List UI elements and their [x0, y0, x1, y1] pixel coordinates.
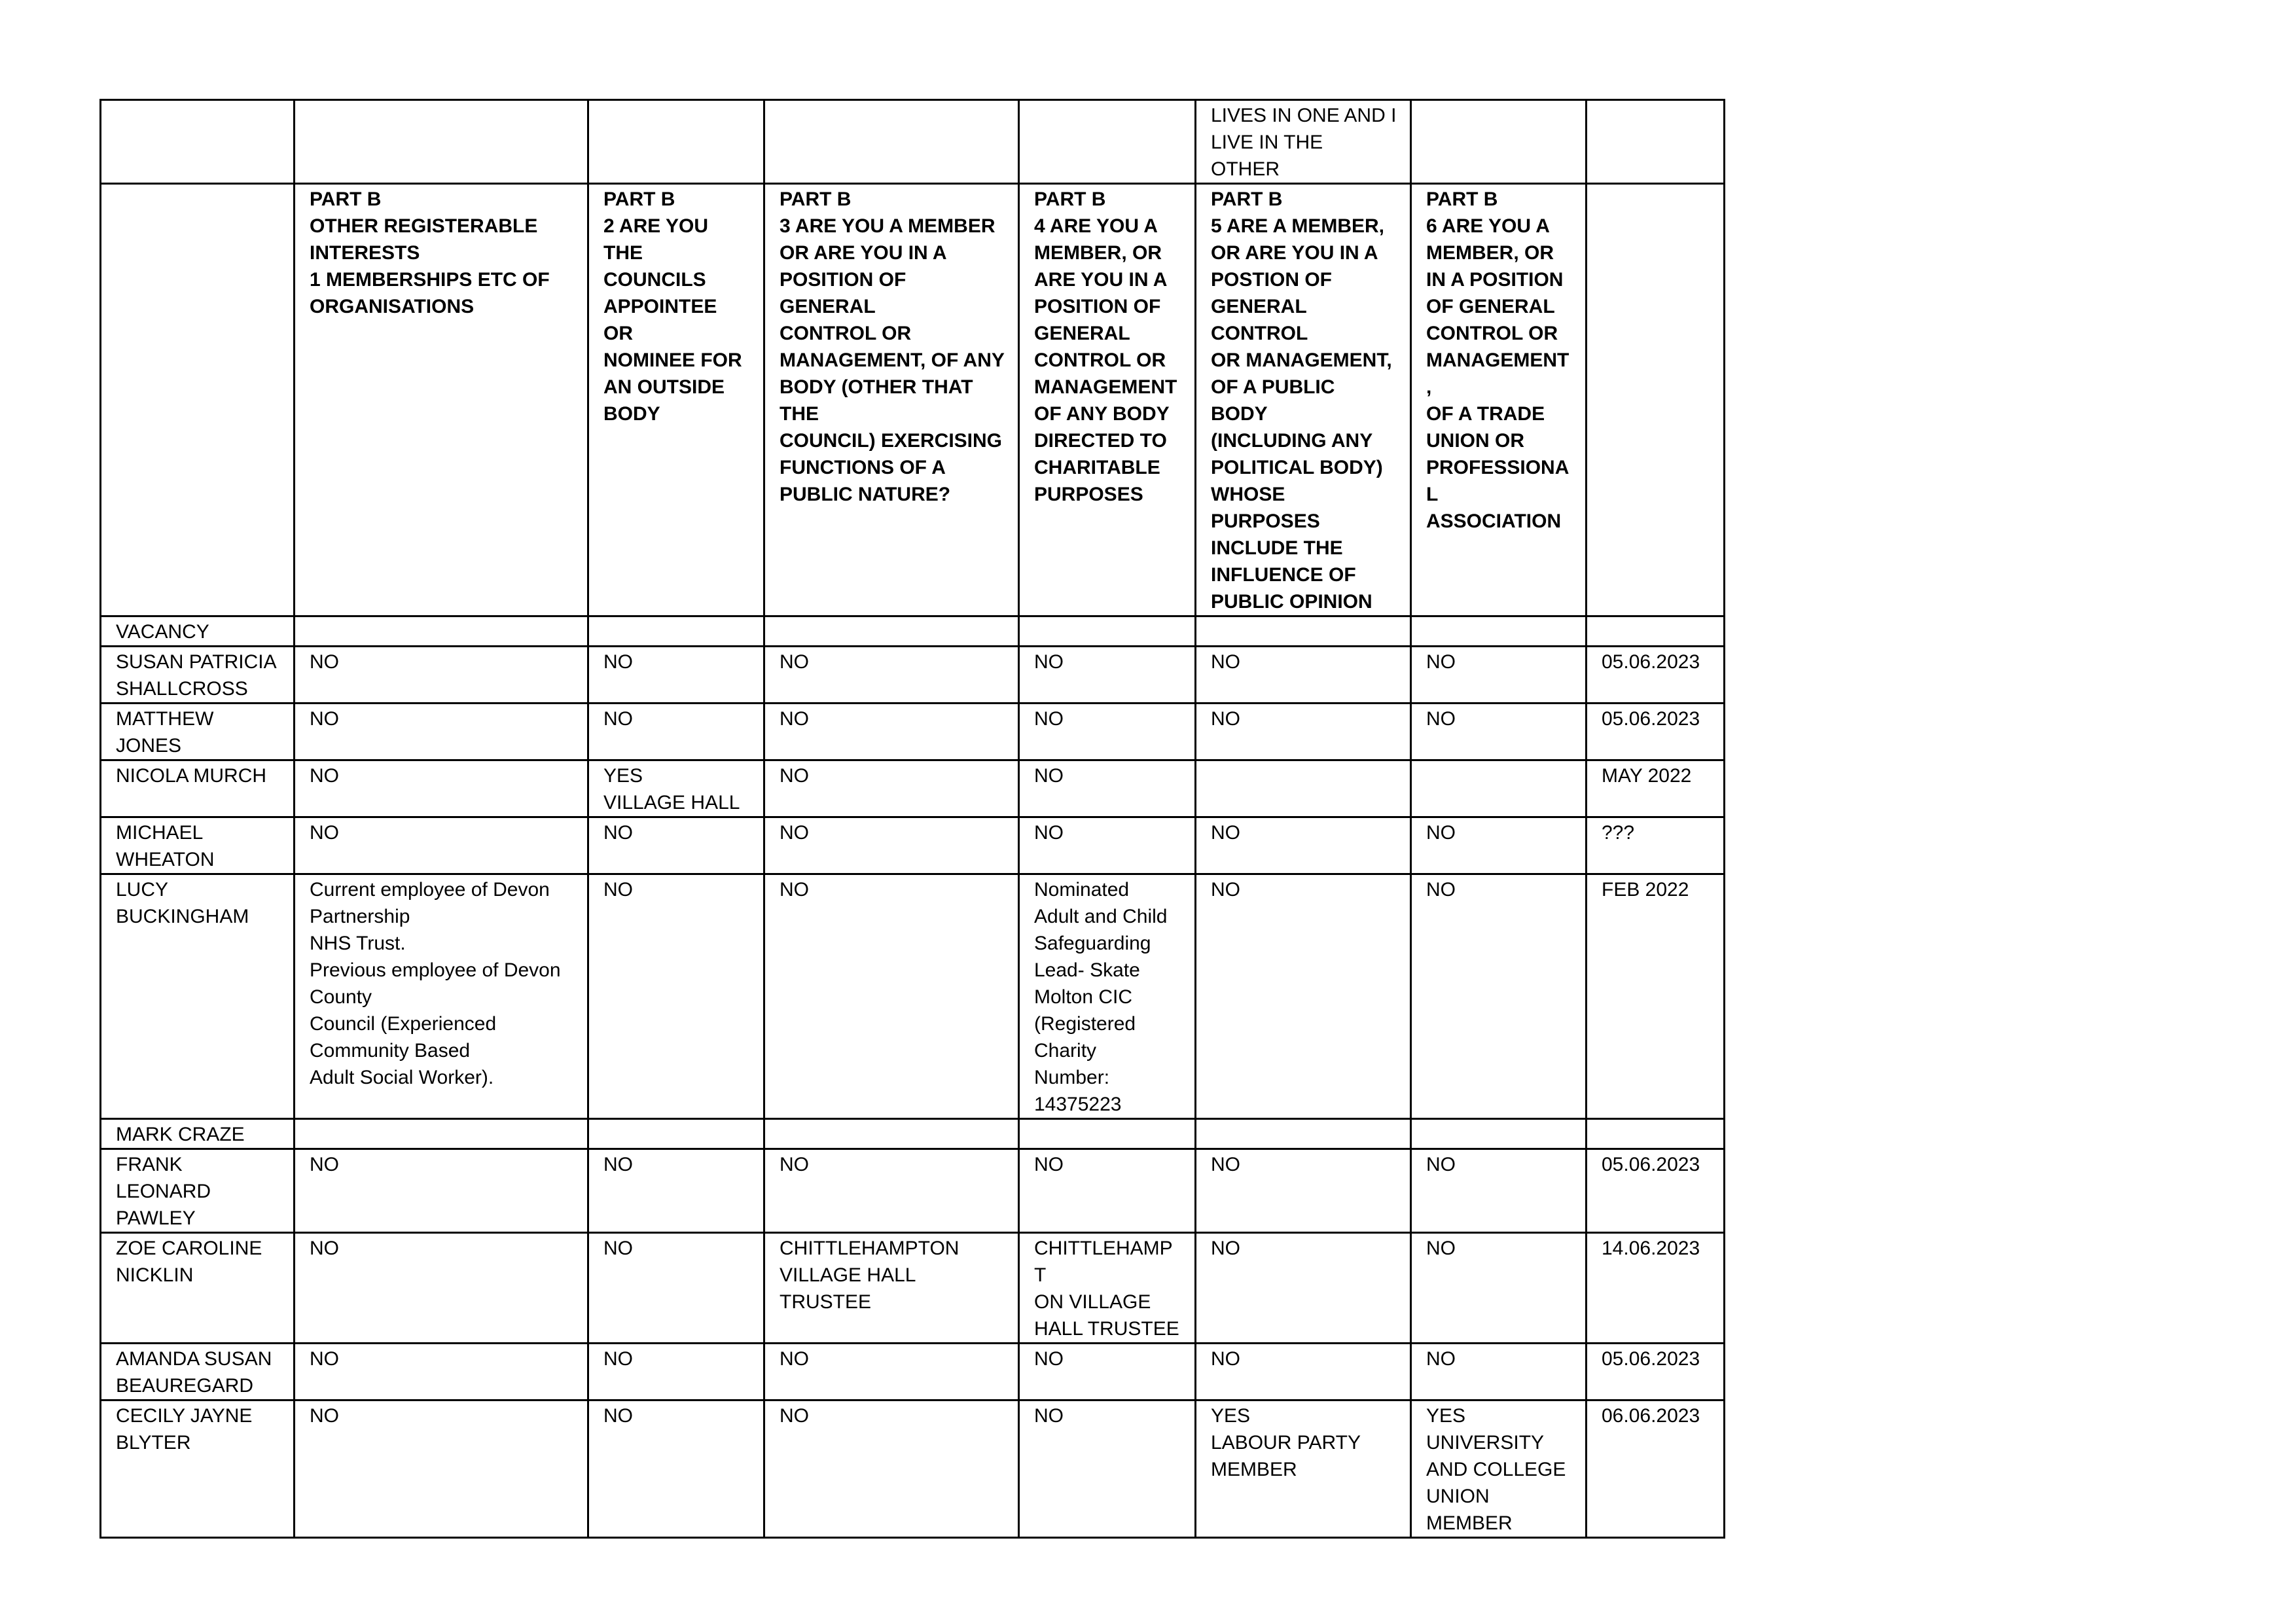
- table-cell: NO: [588, 1400, 764, 1538]
- table-cell: NO: [588, 874, 764, 1119]
- date-cell: 05.06.2023: [1587, 1149, 1725, 1233]
- date-cell: [1587, 1119, 1725, 1149]
- table-cell: [1019, 100, 1196, 184]
- header-cell-date: [1587, 184, 1725, 616]
- date-cell: 14.06.2023: [1587, 1233, 1725, 1344]
- table-cell: NO: [764, 760, 1019, 817]
- table-row: [101, 704, 1725, 760]
- table-cell: NO: [1019, 817, 1196, 874]
- table-cell: [764, 616, 1019, 647]
- header-cell-part-b-1: PART B OTHER REGISTERABLE INTERESTS 1 MEMBERSHIPS ETC OF ORGANISATIONS: [295, 184, 588, 616]
- table-cell: NO: [764, 817, 1019, 874]
- table-cell: NO: [295, 760, 588, 817]
- header-cell-part-b-4: PART B 4 ARE YOU A MEMBER, OR ARE YOU IN A POSITION OF GENERAL CONTROL OR MANAGEMENT OF ANY BODY DIRECTED TO CHARITABLE PURPOSES: [1019, 184, 1196, 616]
- date-cell: 05.06.2023: [1587, 647, 1725, 704]
- table-cell: NO: [588, 1233, 764, 1344]
- table-cell: NO: [295, 704, 588, 760]
- table-cell: Nominated Adult and Child Safeguarding Lead- Skate Molton CIC (Registered Charity Number: 14375223: [1019, 874, 1196, 1119]
- table-cell: NO: [588, 1344, 764, 1400]
- member-name-cell: AMANDA SUSAN BEAUREGARD: [101, 1344, 295, 1400]
- table-cell: CHITTLEHAMPT ON VILLAGE HALL TRUSTEE: [1019, 1233, 1196, 1344]
- table-row: [101, 1400, 1725, 1538]
- table-cell: NO: [1411, 647, 1587, 704]
- table-row: [101, 874, 1725, 1119]
- continuation-note-cell: LIVES IN ONE AND I LIVE IN THE OTHER: [1196, 100, 1411, 184]
- member-name-cell: NICOLA MURCH: [101, 760, 295, 817]
- table-row: [101, 616, 1725, 647]
- member-name-cell: MATTHEW JONES: [101, 704, 295, 760]
- table-cell: [1411, 760, 1587, 817]
- table-row: [101, 1344, 1725, 1400]
- member-name-cell: CECILY JAYNE BLYTER: [101, 1400, 295, 1538]
- table-cell: [101, 100, 295, 184]
- table-cell: [295, 616, 588, 647]
- table-cell: Current employee of Devon Partnership NHS Trust. Previous employee of Devon County Council (Experienced Community Based Adult Social Worker).: [295, 874, 588, 1119]
- table-cell: NO: [295, 1233, 588, 1344]
- table-cell: NO: [1196, 874, 1411, 1119]
- table-cell: NO: [1196, 647, 1411, 704]
- table-cell: [764, 1119, 1019, 1149]
- table-cell: CHITTLEHAMPTON VILLAGE HALL TRUSTEE: [764, 1233, 1019, 1344]
- table-cell: [588, 1119, 764, 1149]
- member-name-cell: MICHAEL WHEATON: [101, 817, 295, 874]
- table-cell: [1411, 616, 1587, 647]
- header-cell-part-b-6: PART B 6 ARE YOU A MEMBER, OR IN A POSITION OF GENERAL CONTROL OR MANAGEMENT, OF A TRADE UNION OR PROFESSIONAL ASSOCIATION: [1411, 184, 1587, 616]
- date-cell: 06.06.2023: [1587, 1400, 1725, 1538]
- date-cell: MAY 2022: [1587, 760, 1725, 817]
- table-cell: NO: [1196, 1344, 1411, 1400]
- table-row: [101, 1119, 1725, 1149]
- table-cell: NO: [1196, 704, 1411, 760]
- table-cell: [764, 100, 1019, 184]
- table-cell: [1196, 760, 1411, 817]
- table-row: [101, 647, 1725, 704]
- table-cell: NO: [1411, 1233, 1587, 1344]
- table-cell: NO: [1196, 1149, 1411, 1233]
- table-cell: NO: [764, 704, 1019, 760]
- date-cell: ???: [1587, 817, 1725, 874]
- table-row: [101, 1149, 1725, 1233]
- header-cell-name: [101, 184, 295, 616]
- table-cell: NO: [1019, 1344, 1196, 1400]
- header-row: [101, 184, 1725, 616]
- table-cell: NO: [1019, 704, 1196, 760]
- table-cell: [1196, 1119, 1411, 1149]
- member-name-cell: VACANCY: [101, 616, 295, 647]
- table-row: [101, 817, 1725, 874]
- table-cell: YES LABOUR PARTY MEMBER: [1196, 1400, 1411, 1538]
- header-cell-part-b-3: PART B 3 ARE YOU A MEMBER OR ARE YOU IN A POSITION OF GENERAL CONTROL OR MANAGEMENT, OF ANY BODY (OTHER THAT THE COUNCIL) EXERCISING FUNCTIONS OF A PUBLIC NATURE?: [764, 184, 1019, 616]
- header-cell-part-b-5: PART B 5 ARE A MEMBER, OR ARE YOU IN A POSTION OF GENERAL CONTROL OR MANAGEMENT, OF A PUBLIC BODY (INCLUDING ANY POLITICAL BODY) WHOSE PURPOSES INCLUDE THE INFLUENCE OF PUBLIC OPINION: [1196, 184, 1411, 616]
- member-name-cell: MARK CRAZE: [101, 1119, 295, 1149]
- table-cell: NO: [1019, 1149, 1196, 1233]
- continuation-row: [101, 100, 1725, 184]
- table-cell: NO: [295, 817, 588, 874]
- table-cell: [1587, 100, 1725, 184]
- date-cell: 05.06.2023: [1587, 1344, 1725, 1400]
- table-cell: NO: [764, 1400, 1019, 1538]
- table-cell: NO: [588, 704, 764, 760]
- table-cell: NO: [588, 817, 764, 874]
- member-name-cell: LUCY BUCKINGHAM: [101, 874, 295, 1119]
- register-of-interests-table: [99, 99, 1725, 1539]
- table-cell: YES VILLAGE HALL: [588, 760, 764, 817]
- table-cell: NO: [1019, 647, 1196, 704]
- table-cell: [1019, 616, 1196, 647]
- table-cell: NO: [1411, 817, 1587, 874]
- table-cell: NO: [295, 1149, 588, 1233]
- table-cell: [295, 100, 588, 184]
- member-name-cell: ZOE CAROLINE NICKLIN: [101, 1233, 295, 1344]
- table-cell: NO: [764, 874, 1019, 1119]
- table-cell: [1196, 616, 1411, 647]
- date-cell: FEB 2022: [1587, 874, 1725, 1119]
- table-cell: NO: [295, 1400, 588, 1538]
- date-cell: 05.06.2023: [1587, 704, 1725, 760]
- table-cell: NO: [588, 647, 764, 704]
- table-cell: [1411, 100, 1587, 184]
- table-cell: [1019, 1119, 1196, 1149]
- table-cell: NO: [1196, 1233, 1411, 1344]
- table-cell: NO: [764, 1344, 1019, 1400]
- table-cell: NO: [1411, 704, 1587, 760]
- date-cell: [1587, 616, 1725, 647]
- table-cell: NO: [1019, 1400, 1196, 1538]
- table-cell: NO: [764, 1149, 1019, 1233]
- table-row: [101, 1233, 1725, 1344]
- table-cell: [295, 1119, 588, 1149]
- member-name-cell: FRANK LEONARD PAWLEY: [101, 1149, 295, 1233]
- member-name-cell: SUSAN PATRICIA SHALLCROSS: [101, 647, 295, 704]
- table-cell: NO: [1411, 1149, 1587, 1233]
- table-cell: NO: [764, 647, 1019, 704]
- table-cell: NO: [1019, 760, 1196, 817]
- table-cell: NO: [1411, 1344, 1587, 1400]
- table-cell: [588, 616, 764, 647]
- table-cell: [588, 100, 764, 184]
- table-cell: NO: [295, 647, 588, 704]
- table-cell: NO: [588, 1149, 764, 1233]
- table-row: [101, 760, 1725, 817]
- table-cell: [1411, 1119, 1587, 1149]
- header-cell-part-b-2: PART B 2 ARE YOU THE COUNCILS APPOINTEE OR NOMINEE FOR AN OUTSIDE BODY: [588, 184, 764, 616]
- table-cell: YES UNIVERSITY AND COLLEGE UNION MEMBER: [1411, 1400, 1587, 1538]
- table-cell: NO: [1411, 874, 1587, 1119]
- table-cell: NO: [295, 1344, 588, 1400]
- table-cell: NO: [1196, 817, 1411, 874]
